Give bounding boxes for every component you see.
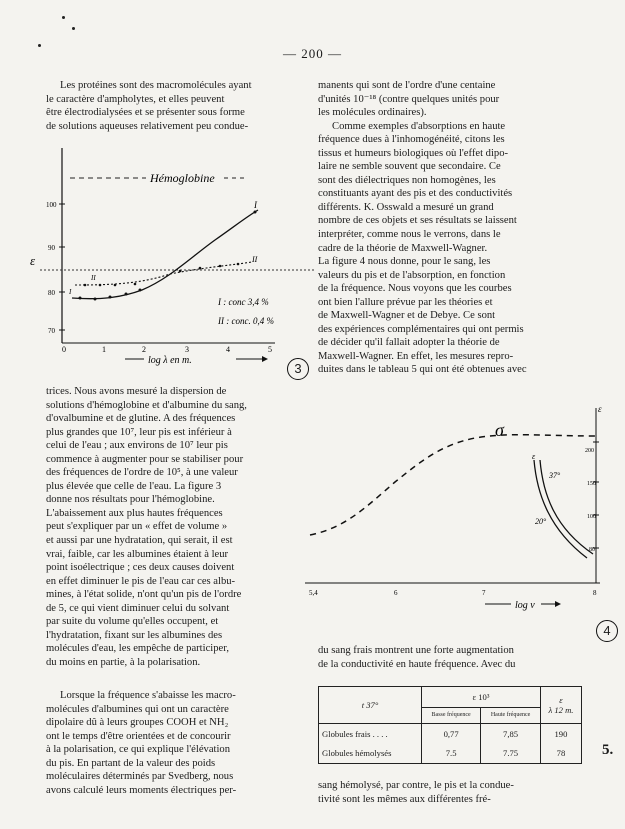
line: manents qui sont de l'ordre d'une centaine xyxy=(318,80,496,91)
table-header-lambda-eps xyxy=(540,687,581,724)
line: Comme exemples d'absorptions en haute xyxy=(332,120,506,132)
line: molécules d'eau, les empêche de participer, xyxy=(46,643,229,655)
line: peut s'expliquer par un « effet de volume » xyxy=(46,521,228,533)
line: de la fréquence. Nous voyons que les courbes xyxy=(318,283,512,295)
line: constituants ayant des pis et des conductivités xyxy=(318,188,513,200)
line: en effet diminuer le pis de l'eau car ces albu- xyxy=(46,575,236,587)
line: tissus et humeurs biologiques où l'effet dipo- xyxy=(318,147,509,159)
table-header-m: 12 m. xyxy=(554,704,574,715)
line: être électrodialysées et se présenter sous forme xyxy=(46,107,245,119)
table-cell: 7,85 xyxy=(481,723,541,743)
line: interpréter, comme nous le verrons, dans le xyxy=(318,229,501,241)
line: et aussi par une hydratation, qui serait, il est xyxy=(46,535,233,547)
line: des expériences complémentaires qui ont permis xyxy=(318,323,524,335)
table-cell: Globules hémolysés xyxy=(319,743,422,763)
table-row xyxy=(319,743,582,763)
speck xyxy=(62,16,65,19)
curve-label: II xyxy=(91,274,96,282)
left-column-middle xyxy=(46,385,304,669)
x-tick: 3 xyxy=(185,345,189,354)
line: laire ne semble souvent que secondaire. Ce xyxy=(318,161,501,173)
line: solutions d'hémoglobine et d'albumine du sang, xyxy=(46,399,247,411)
figure-3 xyxy=(30,140,315,378)
x-tick: 2 xyxy=(142,345,146,354)
right-tick: 80 xyxy=(589,547,595,553)
line: par suite du volume qu'elles occupent, et xyxy=(46,616,219,628)
line: des fréquences de l'ordre de 10⁵, à une valeur xyxy=(46,467,238,479)
figure-4-label: 4 xyxy=(596,620,618,642)
line: sont des diélectriques non homogènes, les xyxy=(318,174,496,186)
table-5 xyxy=(318,686,582,764)
line: valeurs du pis et de l'absorption, en fonction xyxy=(318,269,506,281)
x-tick: 4 xyxy=(226,345,230,354)
table-cell: 78 xyxy=(540,743,581,763)
curve-label: II xyxy=(252,255,258,264)
line: commence à augmenter pour se stabiliser pour xyxy=(46,453,244,465)
line: nombre de ces objets et ses résultats se laissent xyxy=(318,215,517,227)
line: d'unités 10⁻¹⁸ (contre quelques unités pour xyxy=(318,93,500,105)
table-cell: 190 xyxy=(540,723,581,743)
right-column-after-figure xyxy=(318,644,580,671)
figure-3-title: Hémoglobine xyxy=(150,171,215,185)
line: d'ovalbumine et de glutine. A des fréquences xyxy=(46,413,236,425)
figure-4-eps-label: ε xyxy=(598,404,602,414)
x-tick: 5 xyxy=(268,345,272,354)
line: du pis. En partant de la valeur des poids xyxy=(46,757,216,769)
line: de Maxwell-Wagner et de Debye. Ce sont xyxy=(318,310,496,322)
temp-label: 20° xyxy=(535,517,547,526)
line: donne nos résultats pour l'hémoglobine. xyxy=(46,494,215,506)
figure-4 xyxy=(305,400,605,620)
right-tick: 150 xyxy=(587,481,596,487)
line: L'abaissement aux plus hautes fréquences xyxy=(46,507,223,519)
line: ont bien l'allure prévue par les théories et xyxy=(318,296,493,308)
line: de la conductivité en haute fréquence. Avec du xyxy=(318,658,516,670)
line: Maxwell-Wagner. En effet, les mesures repro- xyxy=(318,350,514,362)
line: différents. K. Osswald a mesuré un grand xyxy=(318,201,494,213)
x-tick: 1 xyxy=(102,345,106,354)
line: les molécules ordinaires). xyxy=(318,107,427,119)
speck xyxy=(72,27,75,30)
curve-label: I xyxy=(69,288,72,296)
table-cell: 7.5 xyxy=(422,743,481,763)
x-tick: 5,4 xyxy=(309,589,318,597)
line: fréquence dues à l'inhomogénéité, citons les xyxy=(318,134,505,146)
table-sub-high: Haute fréquence xyxy=(481,707,541,723)
line: du sang frais montrent une forte augmentation xyxy=(318,645,514,656)
line: avons calculé leurs moments électriques per- xyxy=(46,784,237,796)
line: vrai, faible, car les albumines étaient à leur xyxy=(46,548,229,560)
line: plus élevée que celle de l'eau. La figure 3 xyxy=(46,480,222,492)
y-tick: 80 xyxy=(48,289,55,297)
line: ont le temps d'être orientées et de concourir xyxy=(46,730,231,742)
line: celui de l'eau ; aux environs de 10⁷ leur pis xyxy=(46,440,228,452)
table-cell: Globules frais . . . . xyxy=(319,723,422,743)
line: sang hémolysé, par contre, le pis et la condue- xyxy=(318,780,514,791)
figure-4-sigma-label: σ xyxy=(495,420,504,440)
line: molécules d'albumines qui ont un caractère xyxy=(46,703,229,715)
left-column-bottom xyxy=(46,689,304,797)
line: duites dans le tableau 5 qui ont été obtenues avec xyxy=(318,364,527,376)
table-cell: 7.75 xyxy=(481,743,541,763)
table-header-eps: ε 10³ xyxy=(422,687,541,708)
line: tivité sont les mêmes aux différentes fré- xyxy=(318,793,491,805)
line: l'hydratation, fixant sur les albumines des xyxy=(46,629,223,641)
legend-entry: I : conc 3,4 % xyxy=(218,297,269,307)
page-number: — 200 — xyxy=(283,46,342,61)
x-tick: 6 xyxy=(394,589,398,597)
x-tick: 7 xyxy=(482,589,486,597)
line: plus grandes que 10⁷, leur pis est inférieur à xyxy=(46,426,232,438)
figure-4-xlabel: log ν xyxy=(515,600,535,611)
line: du moins en partie, à la polarisation. xyxy=(46,656,201,668)
table-sub-low: Basse fréquence xyxy=(422,707,481,723)
table-row xyxy=(319,723,582,743)
x-tick: 0 xyxy=(62,345,66,354)
y-tick: 100 xyxy=(46,201,57,209)
curve-II xyxy=(75,262,252,285)
y-tick: 70 xyxy=(48,327,55,335)
figure-3-ylabel: ε xyxy=(30,253,36,268)
x-tick: 8 xyxy=(593,589,597,597)
y-tick: 90 xyxy=(48,244,55,252)
figure-4-eps-curve-label: ε xyxy=(532,452,536,461)
line: cadre de la théorie de Maxwell-Wagner. xyxy=(318,242,488,254)
line: moléculaires déterminés par Svedberg, nous xyxy=(46,771,234,783)
figure-3-xlabel: log λ en m. xyxy=(148,355,192,366)
line: mines, à l'état solide, n'ont qu'un pis de l'ordre xyxy=(46,589,242,601)
left-column-top xyxy=(46,79,304,133)
line: le caractère d'ampholytes, et elles peuvent xyxy=(46,93,225,105)
temp-label: 37° xyxy=(549,471,561,480)
right-tick: 100 xyxy=(587,514,596,520)
line: à la polarisation, ce qui explique l'élévation xyxy=(46,744,230,756)
table-5-label: 5. xyxy=(602,742,614,758)
line: La figure 4 nous donne, pour le sang, les xyxy=(318,256,491,268)
line: Lorsque la fréquence s'abaisse les macro- xyxy=(60,690,236,701)
curve-label: I xyxy=(254,200,257,210)
line: point isoélectrique ; ces deux causes doivent xyxy=(46,562,235,574)
right-column-top xyxy=(318,79,580,377)
line: de 5, ce qui vient diminuer celui du solvant xyxy=(46,602,230,614)
line: de solutions aqueuses relativement peu condue- xyxy=(46,120,249,132)
legend-entry: II : conc. 0,4 % xyxy=(218,316,274,326)
line: Les protéines sont des macromolécules ayant xyxy=(60,80,252,91)
table-header-eps-symbol: ε xyxy=(559,694,563,705)
right-tick: 200 xyxy=(585,448,594,454)
line: dipolaire dû à leurs groupes COOH et NH₂ xyxy=(46,717,229,729)
figure-3-label: 3 xyxy=(287,358,309,380)
table-header-lambda: λ xyxy=(548,704,553,715)
table-cell: 0,77 xyxy=(422,723,481,743)
right-column-bottom xyxy=(318,779,580,806)
line: de décider qu'il fallait adopter la théorie de xyxy=(318,337,500,349)
line: trices. Nous avons mesuré la dispersion de xyxy=(46,386,227,397)
table-header-t: t 37° xyxy=(319,687,422,724)
